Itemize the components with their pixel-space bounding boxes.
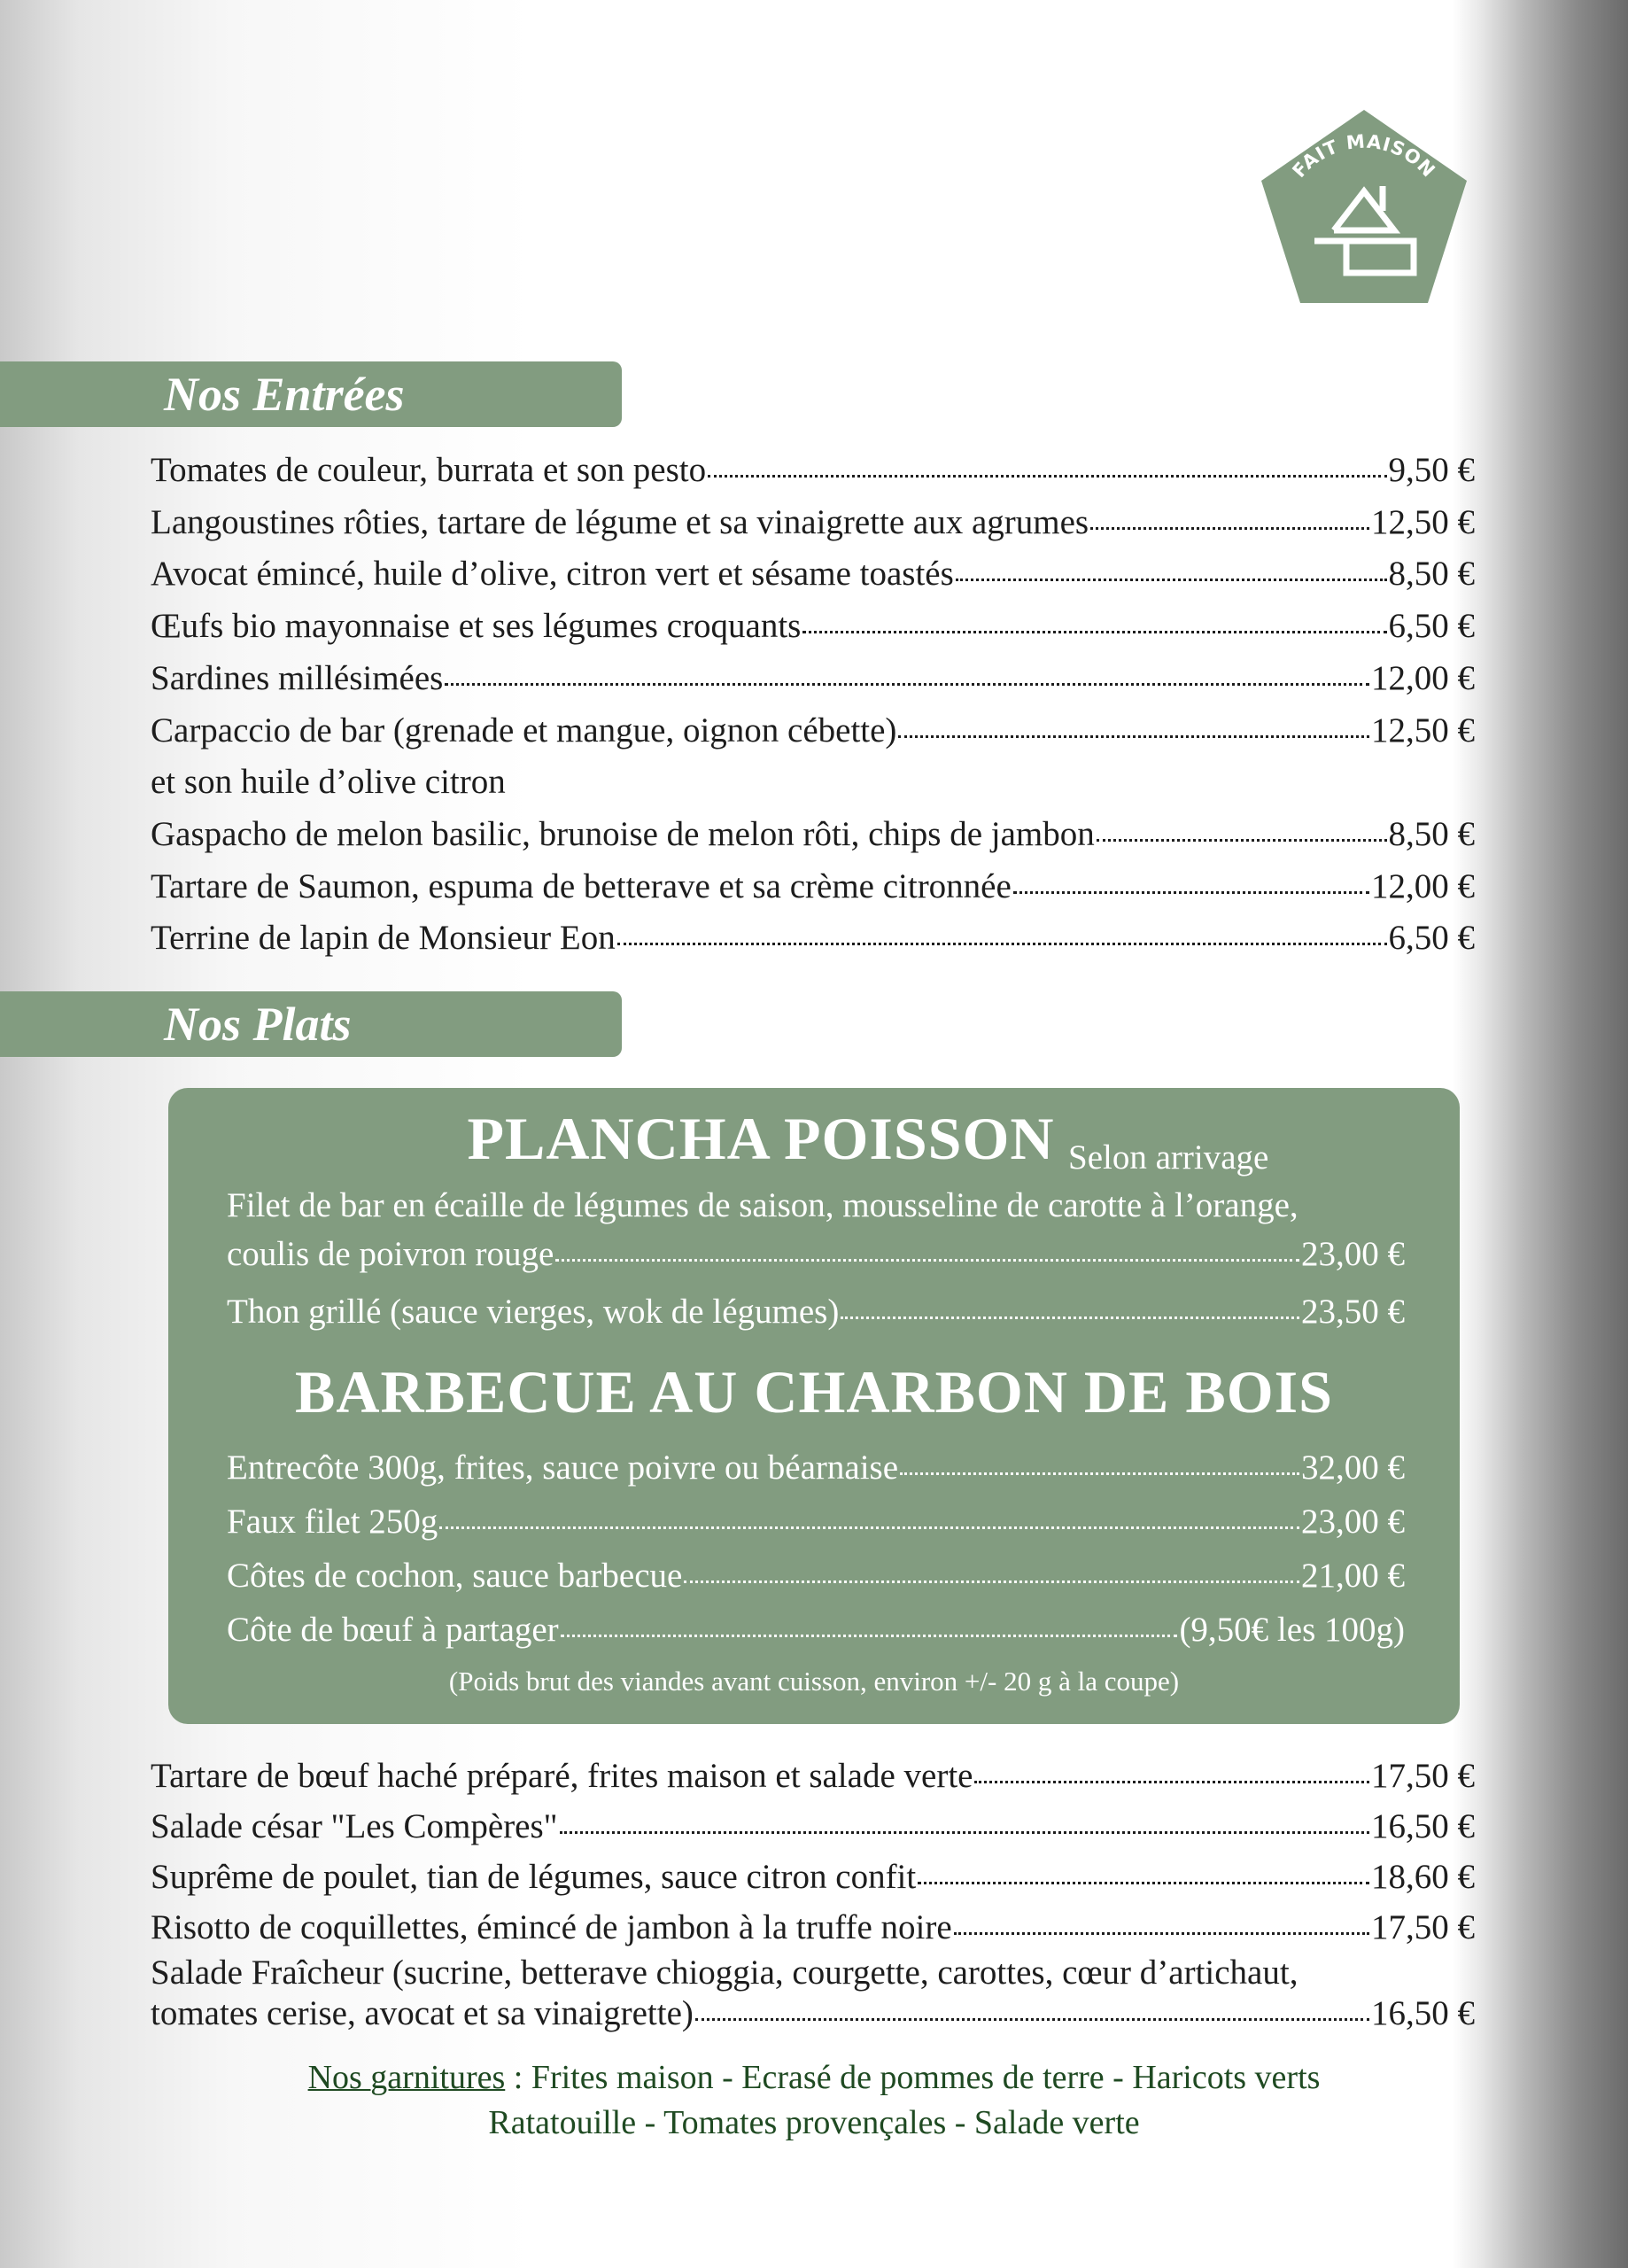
- dot-leader: [708, 475, 1386, 478]
- menu-item-continuation: et son huile d’olive citron: [151, 763, 506, 802]
- fait-maison-badge: [1258, 106, 1470, 306]
- plancha-list: [227, 1181, 1405, 1336]
- svg-text:FAIT MAISON: FAIT MAISON: [1288, 130, 1440, 183]
- garnitures-line-1: [0, 2055, 1628, 2101]
- menu-item-price: 8,50 €: [1388, 814, 1475, 853]
- menu-item-price: 32,00 €: [1301, 1449, 1405, 1487]
- menu-item: [151, 1993, 1475, 2034]
- menu-item: [151, 913, 1475, 965]
- garnitures-text: Frites maison - Ecrasé de pommes de terre - Haricots verts: [531, 2059, 1321, 2096]
- section-header-plats: [0, 991, 622, 1057]
- menu-item-name: Suprême de poulet, tian de légumes, sauce citron confit: [151, 1858, 917, 1896]
- menu-item-name: Carpaccio de bar (grenade et mangue, oignon cébette): [151, 711, 897, 750]
- menu-item-price: 16,50 €: [1371, 1994, 1475, 2032]
- barbecue-footnote: (Poids brut des viandes avant cuisson, environ +/- 20 g à la coupe): [448, 1666, 1180, 1697]
- menu-item: [227, 1549, 1405, 1603]
- dot-leader: [900, 1472, 1299, 1475]
- menu-item-name: Entrecôte 300g, frites, sauce poivre ou béarnaise: [227, 1449, 899, 1487]
- menu-item-price: 12,00 €: [1371, 866, 1475, 905]
- menu-item: [227, 1441, 1405, 1495]
- menu-item-name: Langoustines rôties, tartare de légume et sa vinaigrette aux agrumes: [151, 502, 1089, 541]
- barbecue-title: BARBECUE AU CHARBON DE BOIS: [295, 1358, 1333, 1425]
- menu-item: [151, 548, 1475, 601]
- dot-leader: [918, 1882, 1369, 1884]
- garnitures-line-2: Ratatouille - Tomates provençales - Salade verte: [488, 2104, 1140, 2141]
- section-title: Nos Plats: [164, 998, 352, 1051]
- menu-item: [151, 1751, 1475, 1801]
- menu-item-price: 6,50 €: [1388, 607, 1475, 646]
- section-title: Nos Entrées: [164, 368, 405, 421]
- menu-item: [151, 601, 1475, 653]
- menu-item-price: 21,00 €: [1301, 1557, 1405, 1595]
- menu-item-name: Côtes de cochon, sauce barbecue: [227, 1557, 683, 1595]
- menu-item: [151, 861, 1475, 913]
- menu-item-line: Salade Fraîcheur (sucrine, betterave chioggia, courgette, carottes, cœur d’artichaut,: [151, 1953, 1299, 1992]
- menu-item-name: Tartare de bœuf haché préparé, frites maison et salade verte: [151, 1757, 973, 1795]
- menu-item-name: Avocat émincé, huile d’olive, citron vert et sésame toastés: [151, 555, 954, 594]
- menu-item: [227, 1287, 1405, 1336]
- menu-item-price: 12,50 €: [1371, 502, 1475, 541]
- menu-item-name: Faux filet 250g: [227, 1503, 438, 1541]
- menu-item-name: Gaspacho de melon basilic, brunoise de melon rôti, chips de jambon: [151, 814, 1095, 853]
- dot-leader: [841, 1317, 1299, 1319]
- menu-item-price: 9,50 €: [1388, 451, 1475, 489]
- menu-item-price: 17,50 €: [1371, 1908, 1475, 1946]
- dot-leader: [802, 631, 1386, 633]
- menu-item: [151, 1902, 1475, 1953]
- menu-item: [151, 653, 1475, 705]
- menu-item-price: 23,00 €: [1301, 1235, 1405, 1273]
- plancha-note: Selon arrivage: [1068, 1138, 1269, 1177]
- menu-item-line: Filet de bar en écaille de légumes de saison, mousseline de carotte à l’orange,: [227, 1186, 1299, 1224]
- dot-leader: [1090, 527, 1369, 530]
- dot-leader: [1013, 891, 1369, 894]
- menu-item: [151, 809, 1475, 861]
- dot-leader: [561, 1635, 1178, 1637]
- menu-item-price: 12,00 €: [1371, 658, 1475, 697]
- menu-item-name: Terrine de lapin de Monsieur Eon: [151, 919, 616, 958]
- dot-leader: [1097, 839, 1387, 842]
- garnitures: [0, 2055, 1628, 2146]
- menu-item: [151, 705, 1475, 757]
- menu-item-name: tomates cerise, avocat et sa vinaigrette): [151, 1994, 694, 2032]
- menu-item: [227, 1495, 1405, 1549]
- entrees-list: [151, 445, 1475, 965]
- menu-item-name: Thon grillé (sauce vierges, wok de légumes): [227, 1293, 840, 1331]
- menu-item-price: 16,50 €: [1371, 1807, 1475, 1845]
- menu-item-name: Sardines millésimées: [151, 658, 444, 697]
- menu-item: [227, 1603, 1405, 1657]
- garnitures-separator: :: [505, 2059, 531, 2096]
- menu-item-name: Risotto de coquillettes, émincé de jambon à la truffe noire: [151, 1908, 952, 1946]
- dot-leader: [974, 1781, 1369, 1783]
- dot-leader: [956, 579, 1387, 581]
- dot-leader: [695, 2018, 1369, 2021]
- menu-item-name: Côte de bœuf à partager: [227, 1611, 559, 1649]
- menu-item-price: 6,50 €: [1388, 919, 1475, 958]
- dot-leader: [684, 1581, 1299, 1583]
- menu-item: [151, 497, 1475, 549]
- menu-item-price: 18,60 €: [1371, 1858, 1475, 1896]
- menu-item-name: Tomates de couleur, burrata et son pesto: [151, 451, 707, 489]
- section-header-entrees: [0, 361, 622, 427]
- dot-leader: [954, 1932, 1369, 1935]
- grill-specials-box: [168, 1088, 1460, 1724]
- dot-leader: [445, 683, 1369, 686]
- menu-item-name: Œufs bio mayonnaise et ses légumes croquants: [151, 607, 802, 646]
- garnitures-label: Nos garnitures: [307, 2059, 506, 2096]
- menu-item-name: Salade césar "Les Compères": [151, 1807, 558, 1845]
- plats-list: [151, 1751, 1475, 2034]
- menu-item-price: 12,50 €: [1371, 711, 1475, 750]
- menu-item-name: coulis de poivron rouge: [227, 1235, 554, 1273]
- dot-leader: [898, 735, 1369, 738]
- dot-leader: [617, 943, 1387, 945]
- menu-item-price: 8,50 €: [1388, 555, 1475, 594]
- dot-leader: [439, 1526, 1299, 1529]
- menu-item: [151, 1852, 1475, 1902]
- barbecue-list: [227, 1441, 1405, 1657]
- dot-leader: [560, 1831, 1369, 1834]
- plancha-title: PLANCHA POISSON: [467, 1105, 1055, 1172]
- menu-item-price: (9,50€ les 100g): [1179, 1611, 1405, 1649]
- menu-item: [151, 1801, 1475, 1852]
- menu-item-name: Tartare de Saumon, espuma de betterave et sa crème citronnée: [151, 866, 1012, 905]
- menu-item: [227, 1230, 1405, 1278]
- dot-leader: [555, 1259, 1299, 1262]
- menu-item-price: 23,50 €: [1301, 1293, 1405, 1331]
- menu-item-price: 23,00 €: [1301, 1503, 1405, 1541]
- menu-item: [151, 445, 1475, 497]
- menu-item-price: 17,50 €: [1371, 1757, 1475, 1795]
